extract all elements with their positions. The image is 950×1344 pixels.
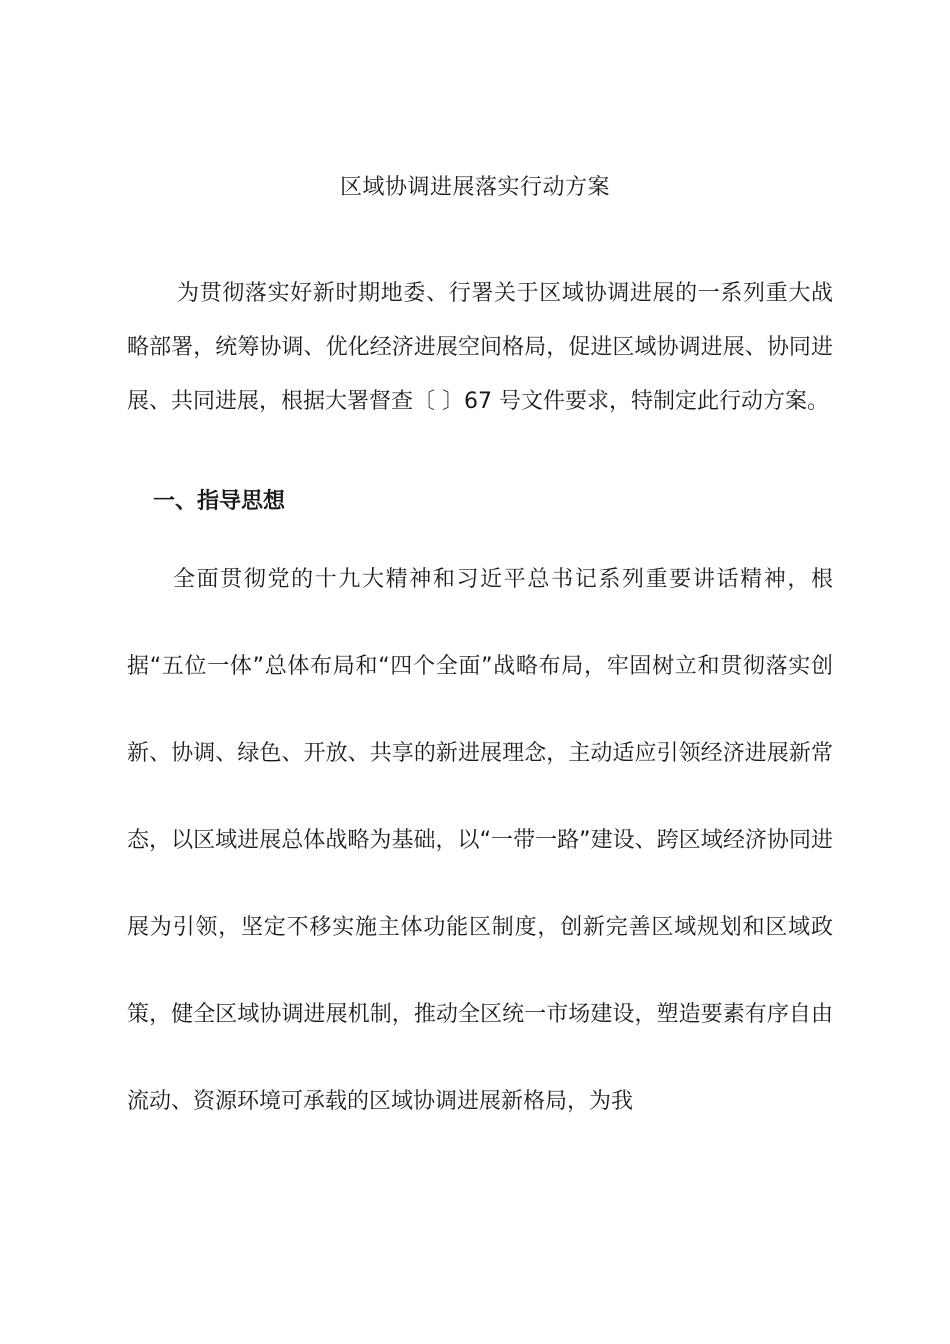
intro-paragraph: 为贯彻落实好新时期地委、行署关于区域协调进展的一系列重大战略部署，统筹协调、优化经济进展空间格局，促进区域协调进展、协同进展、共同进展，根据大署督查〔 〕67 号文件要求，特制定此行动方案。	[127, 281, 833, 414]
section-heading-guiding-ideology: 一、指导思想	[153, 489, 286, 514]
section-paragraph-guiding-ideology: 全面贯彻党的十九大精神和习近平总书记系列重要讲话精神，根据“五位一体”总体布局和“四个全面”战略布局，牢固树立和贯彻落实创新、协调、绿色、开放、共享的新进展理念，主动适应引领经济进展新常态，以区域进展总体战略为基础，以“一带一路”建设、跨区域经济协同进展为引领，坚定不移实施主体功能区制度，创新完善区域规划和区域政策，健全区域协调进展机制，推动全区统一市场建设，塑造要素有序自由流动、资源环境可承载的区域协调进展新格局，为我	[127, 567, 833, 1114]
document-title: 区域协调进展落实行动方案	[339, 175, 610, 200]
